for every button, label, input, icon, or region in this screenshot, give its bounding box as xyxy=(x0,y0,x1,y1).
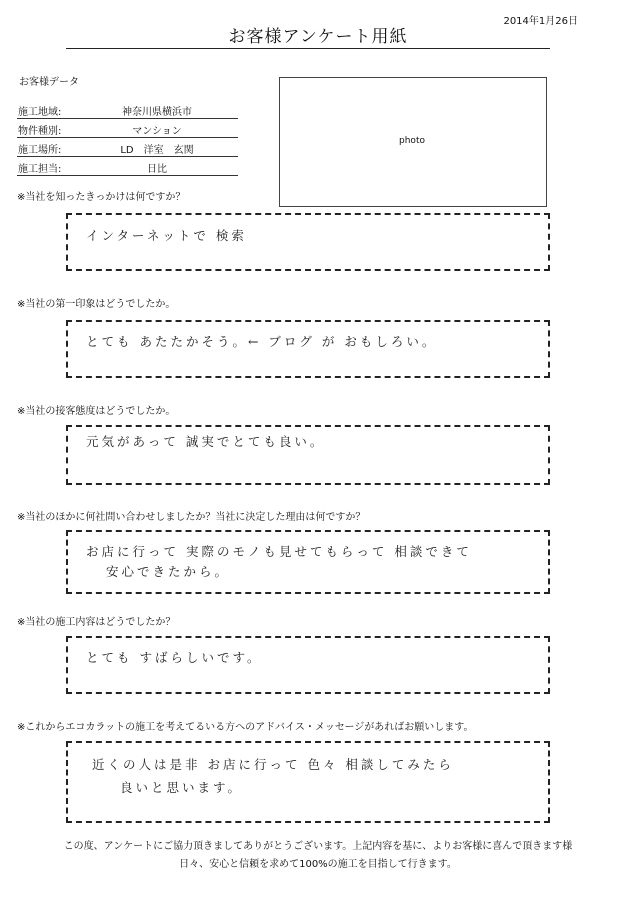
photo-label: photo xyxy=(399,136,425,146)
row-value: LD 洋室 玄関 xyxy=(120,145,194,156)
answer-4-line-1: お店に行って 実際のモノも見せてもらって 相談できて xyxy=(86,544,472,559)
answer-2-line-1: とても あたたかそう。← ブログ が おもしろい。 xyxy=(86,334,438,349)
customer-row-staff xyxy=(17,157,238,176)
answer-5-line-1: とても すばらしいです。 xyxy=(86,650,263,665)
question-1: ※当社を知ったきっかけは何ですか？ xyxy=(17,192,186,203)
question-5: ※当社の施工内容はどうでしたか？ xyxy=(17,617,176,628)
question-2: ※当社の第一印象はどうでしたか。 xyxy=(17,299,176,310)
question-6: ※これからエコカラットの施工を考えてるいる方へのアドバイス・メッセージがあればお願いします。 xyxy=(17,722,474,733)
question-3: ※当社の接客態度はどうでしたか。 xyxy=(17,406,176,417)
question-4: ※当社のほかに何社問い合わせしましたか？当社に決定した理由は何ですか？ xyxy=(17,512,366,523)
customer-row-location xyxy=(17,138,238,157)
page-title: お客様アンケート用紙 xyxy=(228,27,408,47)
footer-line-2: 日々、安心と信頼を求めて100%の施工を目指して行きます。 xyxy=(179,859,457,870)
answer-1-line-1: インターネットで 検索 xyxy=(86,228,247,243)
row-value: 神奈川県横浜市 xyxy=(122,107,192,118)
answer-6-line-2: 良いと思います。 xyxy=(120,780,244,795)
footer-line-1: この度、アンケートにご協力頂きましてありがとうございます。上記内容を基に、よりお客様に喜んで頂きます様 xyxy=(63,841,573,852)
survey-date: 2014年1月26日 xyxy=(503,16,578,27)
title-underline xyxy=(66,48,550,49)
row-label: 施工地域: xyxy=(18,107,62,118)
row-label: 施工担当: xyxy=(18,164,62,175)
answer-3-line-1: 元気があって 誠実でとても良い。 xyxy=(86,434,326,449)
answer-4-line-2: 安心できたから。 xyxy=(106,564,231,579)
row-label: 施工場所: xyxy=(18,145,62,156)
row-value: マンション xyxy=(132,126,182,137)
row-value: 日比 xyxy=(147,164,167,175)
row-label: 物件種別: xyxy=(18,126,62,137)
customer-row-area xyxy=(17,100,238,119)
answer-6-line-1: 近くの人は是非 お店に行って 色々 相談してみたら xyxy=(92,757,454,772)
customer-data-heading: お客様データ xyxy=(19,77,79,88)
customer-row-type xyxy=(17,119,238,138)
